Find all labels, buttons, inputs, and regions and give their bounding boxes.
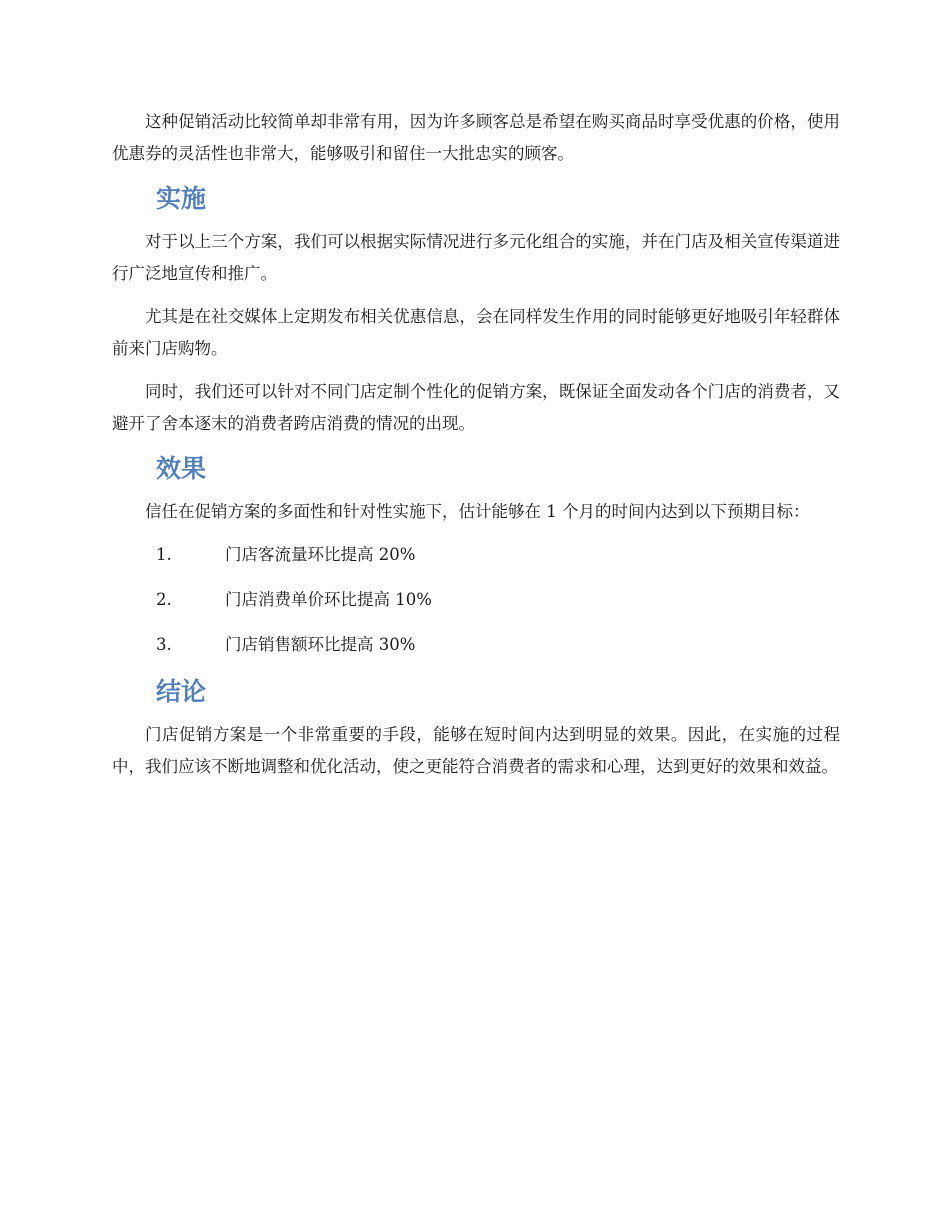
goals-list <box>112 539 840 661</box>
list-item-number: 2. <box>156 590 172 609</box>
list-item <box>112 629 840 661</box>
conclusion-paragraph: 门店促销方案是一个非常重要的手段，能够在短时间内达到明显的效果。因此，在实施的过程中，我们应该不断地调整和优化活动，使之更能符合消费者的需求和心理，达到更好的效果和效益。 <box>112 725 840 776</box>
conclusion-heading: 结论 <box>156 677 207 706</box>
effect-paragraph: 信任在促销方案的多面性和针对性实施下，估计能够在 1 个月的时间内达到以下预期目标： <box>145 502 810 521</box>
list-item-text: 门店销售额环比提高 30% <box>225 635 416 654</box>
implementation-paragraph-2: 尤其是在社交媒体上定期发布相关优惠信息，会在同样发生作用的同时能够更好地吸引年轻群体前来门店购物。 <box>112 307 840 358</box>
list-item <box>112 539 840 571</box>
list-item <box>112 584 840 616</box>
list-item-text: 门店消费单价环比提高 10% <box>225 590 432 609</box>
list-item-text: 门店客流量环比提高 20% <box>225 545 416 564</box>
implementation-paragraph-3: 同时，我们还可以针对不同门店定制个性化的促销方案，既保证全面发动各个门店的消费者，又避开了舍本逐末的消费者跨店消费的情况的出现。 <box>112 382 840 433</box>
effect-heading: 效果 <box>156 454 207 483</box>
list-item-number: 1. <box>156 545 172 564</box>
implementation-paragraph-1: 对于以上三个方案，我们可以根据实际情况进行多元化组合的实施，并在门店及相关宣传渠道进行广泛地宣传和推广。 <box>112 232 840 283</box>
document-page <box>112 106 840 794</box>
implementation-heading: 实施 <box>156 184 207 213</box>
list-item-number: 3. <box>156 635 172 654</box>
intro-paragraph: 这种促销活动比较简单却非常有用，因为许多顾客总是希望在购买商品时享受优惠的价格，使用优惠券的灵活性也非常大，能够吸引和留住一大批忠实的顾客。 <box>112 112 840 163</box>
